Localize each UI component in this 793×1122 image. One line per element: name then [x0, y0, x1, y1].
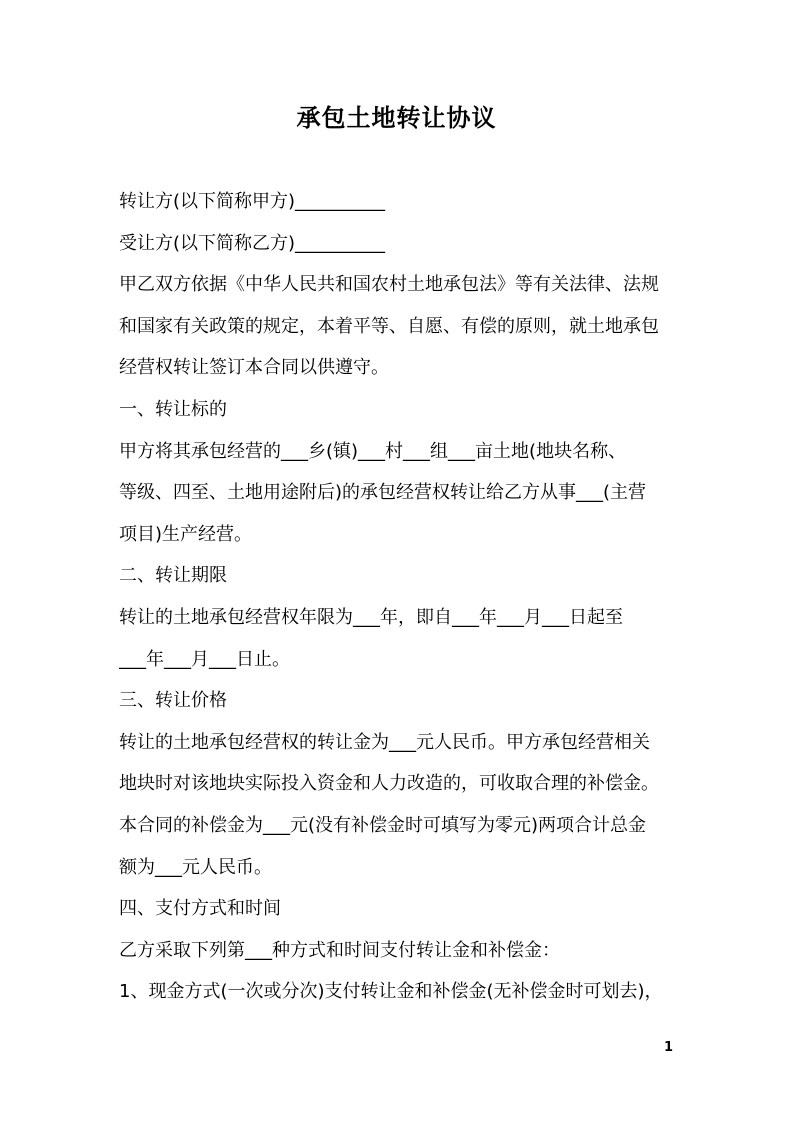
page-number: 1 [664, 1040, 674, 1055]
section-3-line-1: 转让的土地承包经营权的转让金为___元人民币。甲方承包经营相关 [119, 731, 650, 753]
section-heading-1: 一、转让标的 [119, 398, 227, 420]
section-heading-2: 二、转让期限 [119, 565, 227, 587]
section-3-line-4: 额为___元人民币。 [119, 856, 272, 878]
section-2-line-2: ___年___月___日止。 [119, 648, 290, 670]
document-title: 承包土地转让协议 [296, 104, 497, 132]
section-3-line-2: 地块时对该地块实际投入资金和人力改造的，可收取合理的补偿金。 [119, 773, 659, 795]
section-1-line-3: 项目)生产经营。 [119, 523, 253, 545]
section-3-line-3: 本合同的补偿金为___元(没有补偿金时可填写为零元)两项合计总金 [119, 814, 647, 836]
section-1-line-2: 等级、四至、土地用途附后)的承包经营权转让给乙方从事___(主营 [119, 482, 647, 504]
document-body [119, 181, 679, 1013]
section-4-line-2: 1、现金方式(一次或分次)支付转让金和补偿金(无补偿金时可划去)， [119, 981, 663, 1003]
section-1-line-1: 甲方将其承包经营的___乡(镇)___村___组___亩土地(地块名称、 [119, 440, 627, 462]
section-2-line-1: 转让的土地承包经营权年限为___年，即自___年___月___日起至 [119, 606, 623, 628]
section-heading-3: 三、转让价格 [119, 690, 227, 712]
preamble-line-1: 甲乙双方依据《中华人民共和国农村土地承包法》等有关法律、法规 [119, 274, 659, 296]
preamble-line-3: 经营权转让签订本合同以供遵守。 [119, 357, 389, 379]
section-4-line-1: 乙方采取下列第___种方式和时间支付转让金和补偿金： [119, 939, 560, 961]
section-heading-4: 四、支付方式和时间 [119, 898, 281, 920]
party-b-line: 受让方(以下简称乙方)__________ [119, 232, 386, 254]
party-a-line: 转让方(以下简称甲方)__________ [119, 191, 386, 212]
preamble-line-2: 和国家有关政策的规定，本着平等、自愿、有偿的原则，就土地承包 [119, 315, 659, 337]
